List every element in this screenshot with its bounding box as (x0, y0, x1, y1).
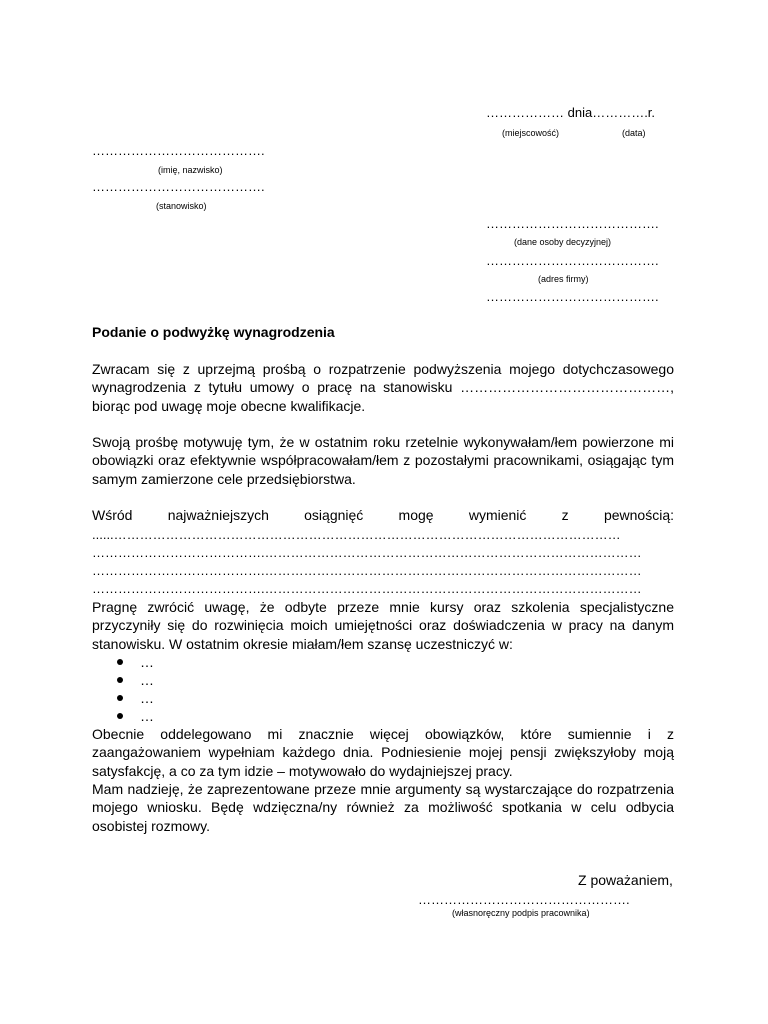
date-label: (data) (622, 128, 646, 138)
achievements-intro: Wśród najważniejszych osiągnięć mogę wymienić z pewnością: (92, 507, 674, 523)
place-label: (miejscowość) (502, 128, 560, 138)
bullet-icon (117, 677, 123, 683)
document-title: Podanie o podwyżkę wynagrodzenia (92, 324, 335, 340)
bullet-icon (117, 659, 123, 665)
decision-maker-label: (dane osoby decyzyjnej) (514, 237, 612, 247)
signature-line: …………………………………………. (418, 892, 630, 907)
courses-list (92, 653, 674, 725)
position-label: (stanowisko) (156, 201, 207, 211)
company-address-line-2: …………………………………. (486, 289, 659, 304)
list-item: … (92, 653, 674, 671)
paragraph-hope: Mam nadzieję, że zaprezentowane przeze mnie argumenty są wystarczające do rozpatrzenia mojego wniosku. Będę wdzięczna/ny również za możliwość spotkania w celu odbycia osobistej rozmowy. (92, 781, 674, 834)
list-item: … (92, 689, 674, 707)
name-line: …………………………………. (92, 143, 265, 158)
achievement-line: ......……………………………………………………………………………………………………… (92, 527, 621, 542)
place-date-line: ……………… dnia………….r. (486, 105, 656, 120)
closing-text: Z poważaniem, (578, 872, 673, 888)
bullet-icon (117, 713, 123, 719)
position-line: …………………………………. (92, 179, 265, 194)
paragraph-motivation: Swoją prośbę motywuję tym, że w ostatnim roku rzetelnie wykonywałam/łem powierzone mi obowiązki oraz efektywnie współpracowałam/łem z pozostałymi pracownikami, osiągając tym samym zamierzone cele przedsiębiorstwa. (92, 434, 674, 487)
achievement-line: ………………………………….…………………………………………………………………………… (92, 545, 642, 560)
list-item: … (92, 671, 674, 689)
signature-label: (własnoręczny podpis pracownika) (452, 908, 590, 918)
bullet-icon (117, 695, 123, 701)
achievement-line: ………………………………….…………………………………………………………………………… (92, 581, 642, 596)
decision-maker-line: …………………………………. (486, 216, 659, 231)
paragraph-request: Zwracam się z uprzejmą prośbą o rozpatrzenie podwyższenia mojego dotychczasowego wynagrodzenia z tytułu umowy o pracę na stanowisku ………………………………………, biorąc pod uwagę moje obecne kwalifikacje. (92, 361, 674, 414)
paragraph-duties: Obecnie oddelegowano mi znacznie więcej obowiązków, które sumiennie i z zaangażowaniem wypełniam każdego dnia. Podniesienie mojej pensji zwiększyłoby moją satysfakcję, a co za tym idzie – motywowało do wydajniejszej pracy. (92, 726, 674, 779)
achievement-line: ………………………………….…………………………………………………………………………… (92, 563, 642, 578)
name-label: (imię, nazwisko) (158, 165, 223, 175)
paragraph-courses: Pragnę zwrócić uwagę, że odbyte przeze mnie kursy oraz szkolenia specjalistyczne przyczyniły się do rozwinięcia moich umiejętności oraz doświadczenia w pracy na danym stanowisku. W ostatnim okresie miałam/łem szansę uczestniczyć w: (92, 599, 674, 652)
company-address-line: …………………………………. (486, 253, 659, 268)
list-item: … (92, 707, 674, 725)
company-address-label: (adres firmy) (538, 274, 589, 284)
